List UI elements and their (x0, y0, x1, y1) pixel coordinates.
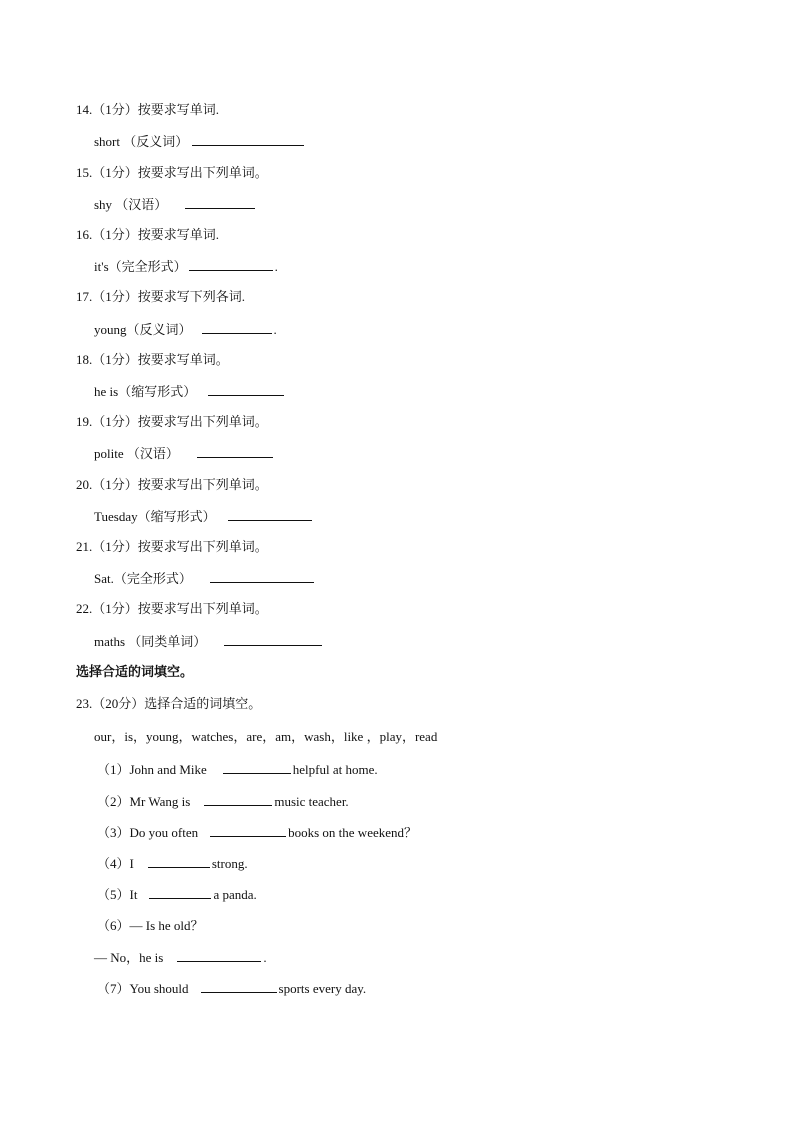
answer-item: shy （汉语） (94, 197, 168, 212)
question-18 (76, 351, 229, 369)
fill-item-text: （6）— Is he old？ (97, 918, 204, 933)
question-22 (76, 600, 268, 618)
fill-item-3 (97, 824, 417, 842)
question-prompt: 按要求写单词. (137, 227, 220, 242)
answer-blank[interactable] (210, 570, 314, 583)
question-points: （1分） (92, 352, 138, 367)
fill-item-after: strong. (211, 856, 248, 871)
question-number: 17. (76, 289, 93, 304)
question-points: （1分） (92, 165, 138, 180)
question-prompt: 按要求写出下列单词。 (137, 165, 268, 180)
question-14 (76, 101, 219, 119)
answer-blank[interactable] (208, 383, 284, 396)
question-number: 15. (76, 165, 93, 180)
question-20 (76, 476, 268, 494)
answer-line-17 (94, 321, 277, 339)
question-number: 21. (76, 539, 93, 554)
fill-item-2 (97, 793, 349, 811)
answer-blank[interactable] (197, 445, 273, 458)
question-prompt: 按要求写单词。 (137, 352, 229, 367)
question-21 (76, 538, 268, 556)
fill-item-7 (97, 980, 366, 998)
question-points: （1分） (92, 477, 138, 492)
question-points: （1分） (92, 539, 138, 554)
answer-suffix: . (273, 322, 277, 337)
answer-line-14 (94, 133, 306, 151)
fill-item-text: （2）Mr Wang is (97, 794, 191, 809)
answer-blank[interactable] (204, 793, 272, 806)
answer-line-18 (94, 383, 286, 401)
question-prompt: 按要求写出下列单词。 (137, 477, 268, 492)
fill-item-text: — No，he is (94, 950, 164, 965)
answer-blank[interactable] (177, 949, 261, 962)
answer-blank[interactable] (210, 824, 286, 837)
answer-item: short （反义词） (94, 134, 189, 149)
answer-item: maths （同类单词） (94, 634, 207, 649)
fill-item-after: books on the weekend？ (288, 825, 417, 840)
question-number: 18. (76, 352, 93, 367)
question-points: （1分） (92, 102, 138, 117)
question-points: （1分） (92, 414, 138, 429)
question-prompt: 按要求写出下列单词。 (137, 414, 268, 429)
answer-line-16 (94, 258, 278, 276)
fill-item-after: a panda. (213, 887, 257, 902)
fill-item-after: . (263, 950, 267, 965)
fill-item-after: helpful at home. (292, 762, 378, 777)
answer-blank[interactable] (149, 886, 211, 899)
answer-blank[interactable] (148, 855, 210, 868)
question-17 (76, 288, 245, 306)
fill-item-6-answer (94, 949, 267, 967)
answer-item: he is（缩写形式） (94, 384, 197, 399)
question-points: （1分） (92, 227, 138, 242)
answer-line-19 (94, 445, 275, 463)
fill-item-text: （5）It (97, 887, 138, 902)
fill-item-after: music teacher. (274, 794, 349, 809)
fill-item-1 (97, 761, 378, 779)
question-number: 23. (76, 696, 93, 711)
question-number: 16. (76, 227, 93, 242)
question-number: 19. (76, 414, 93, 429)
question-23 (76, 695, 261, 713)
answer-blank[interactable] (201, 980, 277, 993)
question-number: 22. (76, 601, 93, 616)
fill-item-6 (97, 917, 204, 935)
answer-item: Sat.（完全形式） (94, 571, 192, 586)
fill-item-4 (97, 855, 248, 873)
question-points: （1分） (92, 601, 138, 616)
answer-blank[interactable] (202, 321, 272, 334)
answer-item: young（反义词） (94, 322, 192, 337)
question-points: （1分） (92, 289, 138, 304)
answer-item: it's（完全形式） (94, 259, 187, 274)
answer-blank[interactable] (192, 133, 304, 146)
question-16 (76, 226, 219, 244)
answer-line-20 (94, 508, 314, 526)
fill-item-text: （3）Do you often (97, 825, 199, 840)
answer-item: Tuesday（缩写形式） (94, 509, 216, 524)
fill-item-text: （1）John and Mike (97, 762, 207, 777)
word-bank: our，is，young，watches，are，am，wash，like ，play，read (94, 729, 438, 744)
answer-item: polite （汉语） (94, 446, 179, 461)
question-prompt: 按要求写出下列单词。 (137, 601, 268, 616)
answer-line-22 (94, 633, 324, 651)
answer-blank[interactable] (185, 196, 255, 209)
answer-blank[interactable] (189, 258, 273, 271)
answer-line-15 (94, 196, 257, 214)
fill-item-after: sports every day. (278, 981, 367, 996)
fill-item-text: （4）I (97, 856, 134, 871)
question-points: （20分） (92, 696, 145, 711)
fill-item-5 (97, 886, 257, 904)
question-prompt: 选择合适的词填空。 (144, 696, 262, 711)
question-prompt: 按要求写单词. (137, 102, 220, 117)
question-number: 20. (76, 477, 93, 492)
answer-blank[interactable] (224, 633, 322, 646)
question-prompt: 按要求写出下列单词。 (137, 539, 268, 554)
answer-blank[interactable] (228, 508, 312, 521)
answer-blank[interactable] (223, 761, 291, 774)
fill-item-text: （7）You should (97, 981, 189, 996)
question-19 (76, 413, 268, 431)
question-prompt: 按要求写下列各词. (137, 289, 246, 304)
answer-line-21 (94, 570, 316, 588)
section-title: 选择合适的词填空。 (76, 664, 194, 679)
question-number: 14. (76, 102, 93, 117)
answer-suffix: . (274, 259, 278, 274)
question-15 (76, 164, 268, 182)
